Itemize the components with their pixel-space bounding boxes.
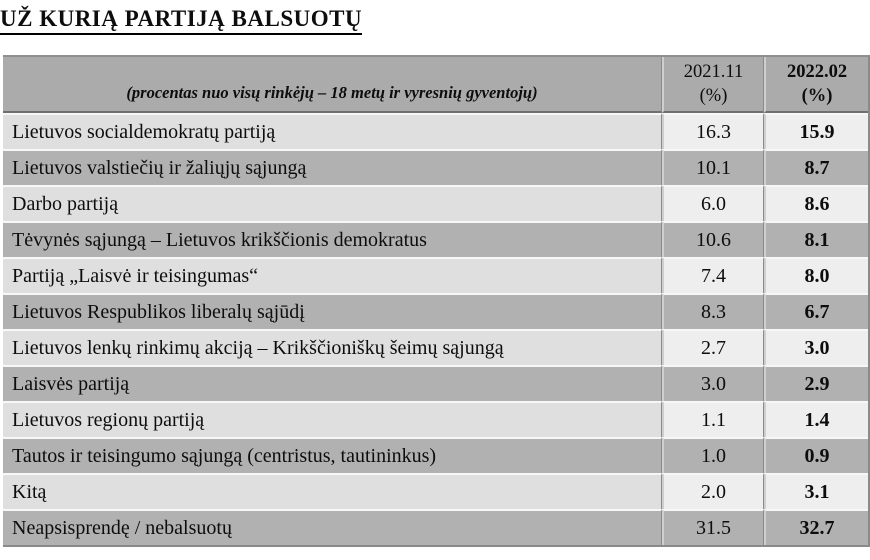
value-2022-cell: 8.7 [764,149,868,185]
table-body [3,113,868,545]
page-title [0,6,362,32]
table-row [3,401,868,437]
value-2022-cell: 0.9 [764,437,868,473]
table-row [3,473,868,509]
party-name-cell: Lietuvos regionų partiją [3,401,662,437]
party-name-cell: Kitą [3,473,662,509]
value-2021-cell: 31.5 [662,509,764,545]
party-name-cell: Lietuvos lenkų rinkimų akciją – Krikščioniškų šeimų sąjungą [3,329,662,365]
header-col-2021 [662,57,764,113]
party-name-cell: Laisvės partiją [3,365,662,401]
table-header [3,57,868,113]
table-row [3,257,868,293]
value-2021-cell: 3.0 [662,365,764,401]
header-row [3,57,868,113]
table-row [3,293,868,329]
table-row [3,185,868,221]
table-row [3,509,868,545]
header-unit-2021: (%) [699,86,728,106]
value-2021-cell: 7.4 [662,257,764,293]
value-2021-cell: 16.3 [662,113,764,149]
party-name-cell: Lietuvos socialdemokratų partiją [3,113,662,149]
value-2021-cell: 10.1 [662,149,764,185]
party-name-cell: Partiją „Laisvė ir teisingumas“ [3,257,662,293]
value-2022-cell: 15.9 [764,113,868,149]
party-name-cell: Tautos ir teisingumo sąjungą (centristus, tautininkus) [3,437,662,473]
value-2022-cell: 3.0 [764,329,868,365]
table-row [3,113,868,149]
value-2021-cell: 10.6 [662,221,764,257]
poll-results-table [3,55,870,547]
value-2021-cell: 2.7 [662,329,764,365]
party-name-cell: Tėvynės sąjungą – Lietuvos krikščionis demokratus [3,221,662,257]
party-name-cell: Lietuvos valstiečių ir žaliųjų sąjungą [3,149,662,185]
header-note: (procentas nuo visų rinkėjų – 18 metų ir vyresnių gyventojų) [3,57,662,113]
party-name-cell: Neapsisprendę / nebalsuotų [3,509,662,545]
party-name-cell: Darbo partiją [3,185,662,221]
table-row [3,437,868,473]
header-col-2022 [764,57,868,113]
value-2021-cell: 6.0 [662,185,764,221]
header-period-2022: 2022.02 [786,61,848,82]
value-2021-cell: 1.0 [662,437,764,473]
header-unit-2022: (%) [801,86,833,106]
table-row [3,149,868,185]
party-name-cell: Lietuvos Respublikos liberalų sąjūdį [3,293,662,329]
value-2021-cell: 1.1 [662,401,764,437]
value-2021-cell: 8.3 [662,293,764,329]
table-row [3,365,868,401]
value-2022-cell: 8.0 [764,257,868,293]
value-2022-cell: 3.1 [764,473,868,509]
value-2022-cell: 2.9 [764,365,868,401]
value-2022-cell: 8.6 [764,185,868,221]
value-2022-cell: 8.1 [764,221,868,257]
header-period-2021: 2021.11 [683,61,744,82]
value-2022-cell: 32.7 [764,509,868,545]
table-row [3,329,868,365]
value-2021-cell: 2.0 [662,473,764,509]
value-2022-cell: 6.7 [764,293,868,329]
value-2022-cell: 1.4 [764,401,868,437]
page-title-text: UŽ KURIĄ PARTIJĄ BALSUOTŲ [0,6,362,35]
table-row [3,221,868,257]
